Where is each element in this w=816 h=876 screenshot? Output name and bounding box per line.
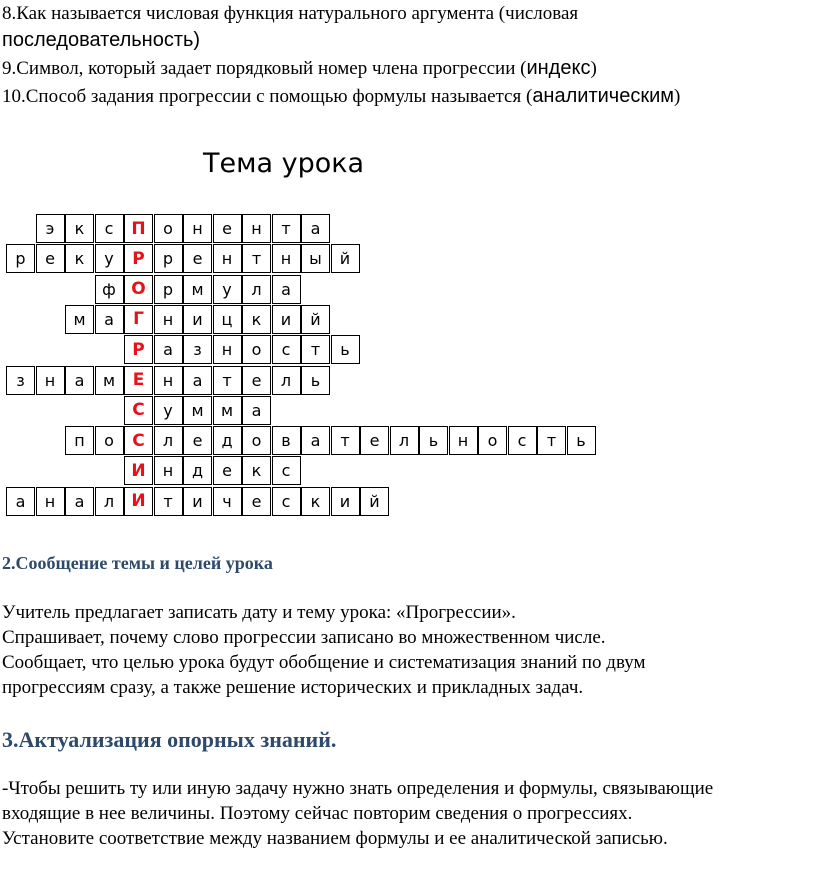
crossword-cell: е <box>360 426 389 455</box>
crossword-cell: н <box>36 487 65 516</box>
crossword-cell: н <box>36 366 65 395</box>
crossword-cell: т <box>242 244 271 273</box>
question-10-answer: аналитическим <box>532 85 674 107</box>
topic-title: Тема урока <box>203 148 365 179</box>
crossword-cell: а <box>6 487 35 516</box>
crossword-cell: к <box>242 305 271 334</box>
crossword-cell: ч <box>213 487 242 516</box>
crossword-cell: э <box>36 214 65 243</box>
crossword-key-cell: С <box>124 426 153 455</box>
crossword-cell: д <box>213 426 242 455</box>
crossword-cell: а <box>154 335 183 364</box>
crossword-cell: ь <box>419 426 448 455</box>
question-9-text: 9.Символ, который задает порядковый номер члена прогрессии ( <box>2 58 527 79</box>
crossword-cell: с <box>508 426 537 455</box>
crossword-cell: а <box>183 366 212 395</box>
crossword-cell: т <box>537 426 566 455</box>
question-8 <box>2 2 578 26</box>
crossword-cell: т <box>301 335 330 364</box>
crossword-key-cell: Р <box>124 244 153 273</box>
crossword-cell: и <box>183 305 212 334</box>
crossword-cell: н <box>183 214 212 243</box>
crossword-cell: о <box>478 426 507 455</box>
section-3-line-1: -Чтобы решить ту или иную задачу нужно знать определения и формулы, связывающие <box>2 778 714 799</box>
crossword-cell: у <box>95 244 124 273</box>
question-8-continued <box>2 28 200 52</box>
crossword-key-cell: П <box>124 214 153 243</box>
crossword-cell: н <box>154 456 183 485</box>
crossword-cell: ь <box>331 335 360 364</box>
crossword-cell: н <box>154 305 183 334</box>
crossword-cell: а <box>301 214 330 243</box>
crossword-cell: у <box>213 275 242 304</box>
crossword-cell: с <box>272 335 301 364</box>
crossword-cell: й <box>331 244 360 273</box>
crossword-cell: к <box>301 487 330 516</box>
crossword-cell: п <box>65 426 94 455</box>
crossword-cell: а <box>65 487 94 516</box>
question-10-text: 10.Способ задания прогрессии с помощью формулы называется ( <box>2 86 533 107</box>
crossword-cell: е <box>242 366 271 395</box>
crossword-cell: з <box>6 366 35 395</box>
crossword-cell: о <box>242 426 271 455</box>
crossword-cell: л <box>242 275 271 304</box>
crossword-cell: и <box>331 487 360 516</box>
crossword-cell: л <box>95 487 124 516</box>
crossword-cell: н <box>449 426 478 455</box>
crossword-cell: е <box>183 426 212 455</box>
crossword-cell: а <box>65 366 94 395</box>
crossword-cell: р <box>154 275 183 304</box>
crossword-cell: в <box>272 426 301 455</box>
crossword-cell: з <box>183 335 212 364</box>
crossword-cell: а <box>95 305 124 334</box>
crossword-cell: ь <box>301 366 330 395</box>
section-2-line-4: прогрессиям сразу, а также решение исторических и прикладных задач. <box>2 677 584 698</box>
question-9 <box>2 56 597 81</box>
crossword-cell: у <box>154 396 183 425</box>
crossword-cell: д <box>183 456 212 485</box>
crossword-cell: к <box>65 244 94 273</box>
section-2-line-2: Спрашивает, почему слово прогрессии записано во множественном числе. <box>2 627 606 648</box>
crossword-key-cell: О <box>124 275 153 304</box>
crossword-cell: м <box>183 275 212 304</box>
crossword-cell: е <box>183 244 212 273</box>
crossword-cell: л <box>390 426 419 455</box>
crossword-cell: ь <box>567 426 596 455</box>
crossword-cell: н <box>242 214 271 243</box>
crossword-cell: л <box>154 426 183 455</box>
crossword-cell: т <box>154 487 183 516</box>
crossword-key-cell: И <box>124 456 153 485</box>
crossword-cell: н <box>154 366 183 395</box>
crossword-cell: а <box>272 275 301 304</box>
section-2-line-3: Сообщает, что целью урока будут обобщение и систематизация знаний по двум <box>2 652 646 673</box>
section-2-line-1: Учитель предлагает записать дату и тему урока: «Прогрессии». <box>2 602 516 623</box>
crossword-cell: е <box>213 456 242 485</box>
crossword-cell: н <box>272 244 301 273</box>
crossword-cell: о <box>95 426 124 455</box>
question-10 <box>2 84 680 109</box>
crossword-key-cell: Г <box>124 305 153 334</box>
question-10-close: ) <box>674 86 681 107</box>
question-8-text: 8.Как называется числовая функция натурального аргумента (числовая <box>2 3 579 24</box>
crossword-cell: с <box>272 487 301 516</box>
crossword-key-cell: И <box>124 487 153 516</box>
question-9-answer: индекс <box>526 57 591 79</box>
crossword-cell: и <box>272 305 301 334</box>
crossword-cell: ф <box>95 275 124 304</box>
crossword-cell: о <box>154 214 183 243</box>
crossword-cell: р <box>6 244 35 273</box>
crossword-cell: е <box>242 487 271 516</box>
crossword-cell: к <box>242 456 271 485</box>
crossword-cell: м <box>183 396 212 425</box>
crossword-cell: л <box>272 366 301 395</box>
crossword-cell: й <box>301 305 330 334</box>
crossword-key-cell: С <box>124 396 153 425</box>
crossword-cell: р <box>154 244 183 273</box>
crossword-cell: т <box>272 214 301 243</box>
crossword-cell: к <box>65 214 94 243</box>
crossword-cell: а <box>301 426 330 455</box>
crossword-cell: е <box>36 244 65 273</box>
crossword-key-cell: Е <box>124 366 153 395</box>
crossword-cell: т <box>331 426 360 455</box>
section-2-heading: 2.Сообщение темы и целей урока <box>2 553 273 573</box>
crossword-cell: е <box>213 214 242 243</box>
crossword-key-cell: Р <box>124 335 153 364</box>
crossword-cell: т <box>213 366 242 395</box>
crossword-cell: н <box>213 244 242 273</box>
crossword-cell: й <box>360 487 389 516</box>
question-9-close: ) <box>590 58 597 79</box>
crossword-cell: н <box>213 335 242 364</box>
crossword-cell: о <box>242 335 271 364</box>
section-3-line-2: входящие в нее величины. Поэтому сейчас повторим сведения о прогрессиях. <box>2 803 633 824</box>
section-3-line-3: Установите соответствие между названием формулы и ее аналитической записью. <box>2 828 668 849</box>
crossword-cell: м <box>65 305 94 334</box>
crossword-cell: с <box>95 214 124 243</box>
crossword-cell: ы <box>301 244 330 273</box>
crossword-cell: м <box>213 396 242 425</box>
crossword-cell: а <box>242 396 271 425</box>
question-8-answer: последовательность) <box>2 29 201 51</box>
crossword-cell: м <box>95 366 124 395</box>
crossword-cell: и <box>183 487 212 516</box>
crossword-cell: с <box>272 456 301 485</box>
crossword-cell: ц <box>213 305 242 334</box>
section-3-heading: 3.Актуализация опорных знаний. <box>2 727 337 752</box>
